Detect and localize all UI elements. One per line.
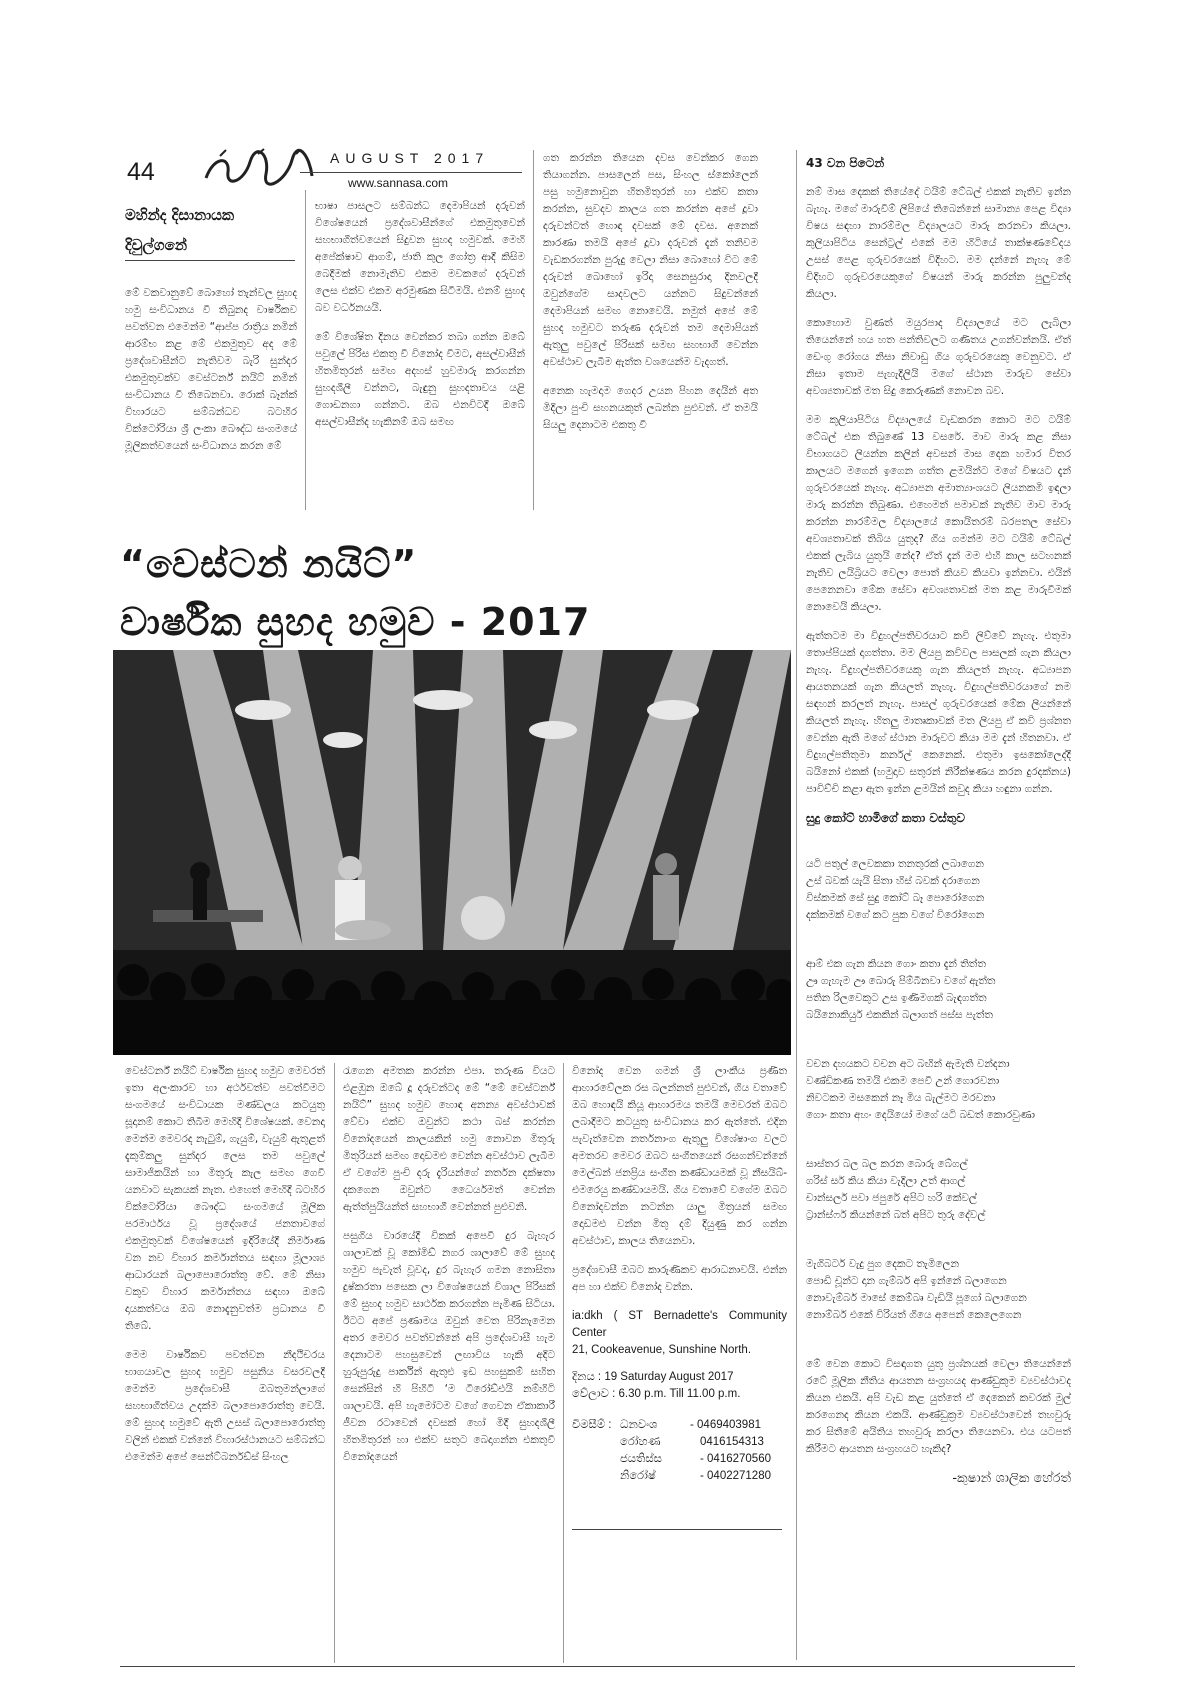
page-number: 44 (127, 158, 155, 186)
newspaper-logo (200, 148, 320, 186)
poem-stanza: ආම් එක ගැන කියන ගොං කතා දැන් තිත්ත ඌ ගැහැම ඌ බොරු පිම්බීනවා වගේ ඇත්ත පතින රිලවෙකුට උස ඉණිමගක් බැඳගත්ත බයිනොකියුර් එකකින් බලාගත් පස්ස පැත්ත (806, 958, 996, 1021)
byline-rule (125, 260, 295, 261)
event-venue (572, 1308, 787, 1359)
contacts-label: විමසීම් : (572, 1419, 612, 1431)
contact-phone: - 0416270560 (700, 1453, 771, 1465)
contact-name: ජයතිස්ස (620, 1453, 662, 1465)
headline (120, 535, 590, 651)
article-top-col1 (125, 285, 297, 515)
right-paragraph: මේ වෙන කොට විසඳාගත යුතු ප්‍රශ්නයක් වෙලා තියෙන්නේ රටේ මූලික නීතිය ආයතන සංග්‍රහයද ආණ්ඩුකුම ව්‍යවස්ථාවද කියන එකයි. අපි වැඩ කළ යුත්තේ ඒ දෙකෙන් කවරක් මුල් කරගෙනද කියන එකයි. ආණ්ඩුක්‍රම ව්‍යවස්ථාවෙන් තහවුරු කර සිතීමේ අයිතිය තහවුරු කරලා තියෙනවා. එය යටපත් කිරීමට ආයතන සංග්‍රහයට හැකිද? (806, 1358, 1071, 1455)
contact-name: නිරෝෂ් (620, 1470, 656, 1482)
column-divider (533, 150, 534, 510)
contact-phone: - 0402271280 (700, 1470, 771, 1482)
poem-stanza: මැගිබර්ට වැදු පුග දෙකට තැමිලෙන පොඩි චූන්ට දාන ගැම්බර් අපි ඉන්නේ බලාගෙන නොවැම්බර් මාසේ කෙම්බ්‍රු වැඩියි පූගෝ බලාගෙන නොම්බර් එකේ විරියත් ගියෙ අපෙන් කෙලෙගෙන (806, 1258, 1027, 1321)
venue-line-1: ia:dkh ( ST Bernadette's Community Center (572, 1310, 787, 1339)
event-time (572, 1386, 787, 1403)
article-top-col2 (315, 198, 525, 508)
article-bottom-col1 (125, 1063, 325, 1663)
date-label: දිනය : (572, 1371, 602, 1383)
article-top-col3 (543, 150, 758, 510)
article-paragraph: අනෙක හැමදාම ගෙදර උයන පිහන දෙයින් අත මිදිලා පුංචි සහනයකුත් ලබන්න පුළුවන්. ඒ තමයි සියලු දෙනාටම එකතු වී (543, 385, 758, 431)
website-url: www.sannasa.com (348, 176, 449, 190)
contact-name: රෝහණ (620, 1436, 661, 1448)
poem-title: සුදු කෝට් හාමිගේ කතා වස්තුව (806, 811, 965, 825)
author-name: මහින්ද දිසානායක (125, 206, 235, 224)
concert-photo (113, 650, 791, 1055)
right-paragraph: මම කුලියාපිටිය විද්‍යාලයේ වැඩකරන කොට මට ටයිම් ටේබල් එක තිබුණේ 13 වසරේ. මාව මාරු කළ නිසා විභාගයට ලියන්න කලින් අවසන් මාස දෙක හමාර විතර කාලයට මගෙන් ඉගෙන ගත්ත ළමයින්ට මගේ විෂයට දැන් ගුරුවරයෙක් නැහැ. අධ්‍යාපන අමාත්‍යාංශයට ලියනකමි ඉඳලා මාරු කරන්න තිබුණා. එහෙමත් පමාවක් නැතිව මාව මාරු කරන්න නාරම්මල විද්‍යාලයේ කොයිතරම් බරපතල සේවා අවශ්‍යතාවක් තිබිය යුතුද? ගිය ගමන්ම මට ටයිම් ටේබල් එකක් ලැබිය යුතුයි නේද? ඒත් දැන් මම එහි කාල සටහනක් නැතිව ලයිබ්‍රියට වෙලා පොත් කියව කියවා ඉන්නවා. එයින් පෙනෙනවා මේක සේවා අවශ්‍යතාවක් මත කළ මාරුවීමක් නොවෙයි කියලා. (806, 414, 1071, 613)
contact-name: ධනවංශ (620, 1419, 658, 1431)
continued-from: 43 වන පිටෙන් (806, 156, 885, 170)
right-paragraph: නම් මාස දෙකක් තියේදේ ටයිම් ටේබල් එකක් නැතිව ඉන්න බැහැ. මගේ මාරුවීම් ලිපියේ තිබෙන්නේ සාමාන්‍ය පෙළ විද්‍යා විෂය සඳහා නාරම්මල විද්‍යාලයට මාරු කරනවා කියලා. කුලියාපිටිය සෙන්ට්‍රල් එකේ මම හිටියේ තාක්ෂණවේදය උසස් පෙළ ගුරුවරයෙක් විදිහට. මම දන්නේ නැහැ මේ විදිහට ගුරුවරයෙකුගේ විෂයන් මාරු කරන්න පුලුවන්ද කියලා. (806, 186, 1071, 300)
contacts-rule (572, 1529, 782, 1530)
article-bottom-col2 (343, 1063, 555, 1663)
contacts-block (572, 1417, 787, 1485)
article-paragraph: ගත කරන්න තියෙන දවස වෙන්කර ගෙන තියාගන්න. පාසලෙන් පස, සිංහල ස්කෝලෙන් පසු හමුනොවුන හිතමිතුරන් හා එක්ව කතා කරන්න, සුවදව කාලය ගත කරන්න අපේ දූවා දරුවන්ටත් හොඳ දවසක් මේ දවස. අනෙක් කාරණා තමයි අපේ දූවා දරුවන් දැන් තනිවම වැඩකරගන්න පුරුදු වෙලා නිසා බොහෝ විට මේ දරුවන් බොහෝ ඉරිදා සෙනසුරාදා දිනවලදී ඔවුන්ගේම සාදවලට යන්නට සිදුවන්නේ දෙමාපියන් සමඟ නොවෙයි. නමුත් අපේ මේ සුහද හමුවට තරුණ දරුවන් තම දෙමාපියන් ඇතුලු පවුලේ පිරිසක් සමඟ සහභාගී වෙන්න අවස්ථාව ලැබීම ඇත්ත වශයෙන්ම වැදගත්. (543, 152, 758, 368)
column-divider (305, 190, 306, 510)
invitation-text: ප්‍රදේශවාසී ඔබට කාරුණිකව ආරාධනාවයි. එන්න අප හා එක්ව විනෝද වන්න. (572, 1264, 787, 1293)
time-label: වේලාව : (572, 1388, 616, 1400)
article-paragraph: පසුගිය වාරයේදී විකක් අපෙවී දුර බැහැර ශාලාවක් වූ කෝමිඩ් නගර ශාලාවේ මේ සුහද හමුව පැවැත් වූවද, දුර බැහැර ගමන නොසිතා දුෂ්කරතා පසෙක ලා විශේෂයෙන් විශාල පිරිසක් මේ සුහද හමුව සාර්ථක කරගන්න පැමිණ සිටියා. ඊටට අපේ ප්‍රණාමය ඔවුන් වෙත පිරිනැමෙන අතර මෙවර පවත්වන්නේ අපි ප්‍රදේශවාසී හැම දෙනාටම පහසුවෙන් ලඟාවිය හැකි අදිට හුරුපුරුදු පාර්කින් ඇතුළු ඉඩ පහසුකම් සහිත සෙන්සින් හි පිහිටී ‘ම ටීරෝඩ්එයි නම්හිටි ශාලාවයි. අපි හැමෝටම වගේ ගෙවන ඒකාකාරී ජීවන රටාවෙන් දවසක් හෝ මිදී සුහදශීලී හිතමිතුරන් හා එක්ව සතුට බෙදාගන්න එකතුවී විනෝදයෙන් (343, 1230, 555, 1463)
article-paragraph: මේ විශේෂිත දිනය වෙන්කර තබා ගන්න ඔබේ පවුලේ පිරිස එකතු වී විනෝද වීමට, අසල්වාසීන් හිතමිතුරන් සමඟ අදහස් හුවමාරු කරගන්න සුහදශීලී වන්නට, බැඳුනු සුහදතාවය යළි ගොඩනගා ගන්නට. ඔබ එනවිටදී ඔබේ අසල්වාසීන්ද හැකිනම් ඔබ සමඟ (315, 331, 525, 428)
column-divider (563, 1063, 564, 1663)
contact-row (620, 1417, 787, 1434)
article-paragraph: වෙස්ටර්න් නයිට් වාර්ෂික සුහද හමුව මෙවරත් ඉතා අලංකාරව හා අර්ථවත්ව පවත්වීමට සංගමයේ සංවිධායක මණ්ඩලය කටයුතු සූදානම් කොට තිබීම මෙහිදී විශේෂයක්. වෙනදා මෙන්ම මෙවරද නැටුම්, ගැයුම්, වැයුම් ඇතුළත් දැකුම්කලු සුන්දර ලෙස තම පවුලේ සාමාජිකයින් හා මිතුරු කැල සමඟ ගෙවී යනවාට සැකයක් නැත. එහෙත් මෙහිදී බටහිර වික්ටෝරියා බෞද්ධ සංගමයේ මූලික පරමාර්ථය වූ ප්‍රදේශයේ ජනතාවගේ එකමුතුවක් විශේෂයෙන් ඉදිරියේදී නිර්මාණ වන නව විහාර කර්මාන්තය සඳහා මූලාශ්‍ය ආධාරයන් බලාපොරොත්තු වේ. මේ නිසා වකුව විහාර කර්මාන්තය සඳහා ඔබේ දායකත්වය ඔබ නොදැනුවත්ම ප්‍රධානය වී තිබේ. (125, 1065, 325, 1332)
footer-rule (120, 1666, 1075, 1667)
contact-row (620, 1434, 787, 1451)
issue-month: AUGUST 2017 (330, 150, 490, 166)
contact-row (620, 1451, 787, 1468)
contact-phone: - 0469403981 (690, 1419, 761, 1431)
concert-illustration (113, 650, 791, 1055)
article-paragraph: භාෂා පාසලට සම්බන්ධ දෙමාපියන් දරුවන් විශේෂයෙන් ප්‍රදේශවාසීන්ගේ එකමුතුවෙන් සහභාගීත්වයෙන් සිදුවන සුහද හමුවක්. මෙහි අපේක්ෂාව ආගම්, ජාති කුල ගෝත්‍ර ආදී කිසිම බෙදීමක් නොමැතිව එකම මවකගේ දරුවන් ලෙස එක්ව එකම අරමුණක සිටීමයි. එනම් සුහද බව වර්ධනයයි. (315, 200, 525, 314)
poem (806, 839, 1071, 1356)
contact-phone: 0416154313 (700, 1436, 764, 1448)
date-value: 19 Saturday August 2017 (604, 1371, 734, 1383)
poem-stanza: යටි පතුල් ලෙවකකා තනතුරක් ලබාගෙන උස් බවක් යැයි සිතා හිස් බවක් දරාගෙන විස්කමක් සේ සුදු කෝට් බෑ පොරෝගෙන දක්කමක් වගේ කට පුක වගේ විරෝගෙන (806, 858, 985, 921)
venue-line-2: 21, Cookeavenue, Sunshine North. (572, 1344, 752, 1356)
signature: -කුෂාන් ශාලික හේරත් (952, 1471, 1071, 1486)
article-paragraph: මෙම වාර්ෂිකව පවත්වන නීදථිචරය භාගයාවල සුහද හමුව පසුනිය වසරවලදී මෙන්ම ප්‍රදේශවාසී ඔබතුමන්ලාගේ සහභාගීත්වය උදක්ම බලාපොරොත්තු වෙයි. මේ සුහද හමුවේ ඇති උසස් බලාපොරොත්තු වලින් එකක් වන්නේ විහාරස්ථානයට සම්බන්ධ එමෙන්ම අපේ සෙන්ට්බර්නඩ්ස් සිංහල (125, 1349, 325, 1463)
time-value: 6.30 p.m. Till 11.00 p.m. (618, 1388, 741, 1400)
article-bottom-col3 (572, 1063, 787, 1663)
header-rule (300, 172, 522, 173)
headline-line-1: “වෙස්ටන් නයිට්” (120, 542, 418, 586)
article-paragraph: රැගෙන අමතක කරන්න එපා. තරුණ වියට එළඹුන ඔබේ දූ දරුවන්ටද මේ “මේ වෙස්ටර්න් නයිට්” සුහද හමුව හොඳ අනන්‍ය අවස්ථාවක් වේවා එක්ව ඔවුන්ට කථා බස් කරන්න විනෝදයෙන් කාලයකින් හමු නොවන මිතුරු මිතුරියන් සමඟ දොඩමළු වෙන්න අවස්ථාව ලැබීම ඒ වගේම පුංචි දරු දැරියන්ගේ නර්තන දක්ෂතා දකගෙන ඔවුන්ට ධෛර්යමත් වෙන්න ඇත්ත්පුයියන්ත් සහභාගී වෙන්නත් පුළුවනි. (343, 1065, 555, 1213)
poem-stanza: වචන දහයකට වචන අට බඟින් ඇමැති වන්දනා වණ්ඩිකණ තමයි එකම පෙවී උන් ගොරවනා නිවටකම මසකෙන් නෑ මිය බැල්මට මරවනා ගොං කතා අහං දෙයියෝ මගේ යටි බඩත් කොරවුණා (806, 1058, 1035, 1121)
event-date (572, 1369, 787, 1386)
right-paragraph: ඇත්තටම මා විදුහල්පතිවරයාට කවි ලිව්වේ නැහැ. එතුමා තොප්පියක් දාගත්තා. මම ලියපු කවිවල පාසලක් ගැන කියලා නැහැ. විදුහල්පතිවරයෙකු ගැන කියලත් නැහැ. අධ්‍යාපන ආයතනයක් ගැන කියලත් නැහැ. විදුහල්පතිවරයාගේ නම සඳහන් කරලත් නැහැ. පාසල් ගුරුවරයෙක් මේක ලියන්නේ කියලත් නැහැ. හිතලු මාතෘකාවක් මත ලියපු ඒ කවි ප්‍රශ්නත වෙන්න ඇති මගේ ස්ථාන මාරුවට කියා මම දැන් හිතනවා. ඒ විදුහල්පතිතුමා කර්නල් කෙනෙක්. එතුමා ඉසකෝලෙද්දී බයිනෝ එකක් (හමුදාව සතුරන් නිරීක්ෂණය කරන දුරදක්නය) පාවිච්චි කළා ඇත ඉන්න ළමයින් කවුද කියා හඳුනා ගන්න. (806, 630, 1071, 795)
contact-row (620, 1468, 787, 1485)
right-column-divider (796, 150, 797, 1660)
article-paragraph: මේ වකවානුවේ බොහෝ තැන්වල සුහද හමු සංවිධානය වී තිබුනද වාර්ෂිකව පවත්වන එමෙන්ම “ආප්ප රාත්‍රිය නමින් ආරම්භ කළ මේ එකමුතුව අද මේ ප්‍රදේශවාසීන්ට නැතිවම බැරි සුන්දර එකමුතුවක්ව වෙස්ටර්න් නයිට් නමින් සංවිධානය වී තිබෙනවා. රොක් බෑන්ක් විහාරයට සම්බන්ධව බටහිර වික්ටෝරියා ශ්‍රී ලංකා බෞද්ධ සංගමයේ මූලිකත්වයෙන් සංවිධානය කරන මේ (125, 287, 297, 452)
column-divider (334, 1063, 335, 1663)
poem-stanza: සාස්තර බල බල කරන බොරු බේගල් ගරිස් සර් කිය කියා වැදිලා උත් ආගල් චාන්සලර් පවා ජපුරේ අපිට හරි කේවල් ට්‍රාන්ස්ෆර් කියන්නේ බත් අපිට තුරු දේවල් (806, 1158, 986, 1221)
headline-line-2: වාර්ෂික සුහද හමුව - 2017 (120, 600, 591, 644)
right-column (806, 155, 1071, 1655)
right-paragraph: කොහොම වුණත් මයුරපාද විද්‍යාලයේ මට ලැබිලා තියෙන්නේ හය හත පන්තිවලට ගණිතය උගන්වන්නයි. ඒත් ඩෙංගු රෝගය නිසා නිවාඩු ගිය ගුරුවරයෙකු වෙනුවට. ඒ නිසා ඉතාම පැහැදිලියි මගේ ස්ථාන මාරුව සේවා අවශ්‍යතාවක් මත සිදු කෙරුණක් නොවන බව. (806, 317, 1071, 397)
author-location: දිවුල්ගනේ (125, 236, 188, 254)
article-paragraph: විනෝද වෙන ගමන් ශ්‍රී ලාංකීය ප්‍රණීත ආහාරවේලක රස බලන්නත් පුළුවන්, ගිය වතාවේ ඔබ හොඳයි කියූ ආහාරමය තමයි මෙවරත් ඔබට ලබාදීමට කටයුතු සංවිධානය කර ඇත්තේ. එදින පැවැත්වෙන නර්තනාංග ඇතුලු විශේෂාංග වලට අමතරව මෙවර ඔබට සංගීතයෙන් රසගන්වන්නේ මෙල්බන් ජනප්‍රිය සංගීත කණ්ඩායමක් වූ නීසයිබ්-එමරෙයු කණ්ඩායමයි. ගිය වතාවේ වගේම ඔබට විනෝදවන්න නටන්න යාලු මිත්‍රයන් සමඟ දොඩමළු වන්න මිතු දම් දියුණු කර ගන්න අවස්ථාව, කාලය තියෙනවා. (572, 1065, 787, 1247)
